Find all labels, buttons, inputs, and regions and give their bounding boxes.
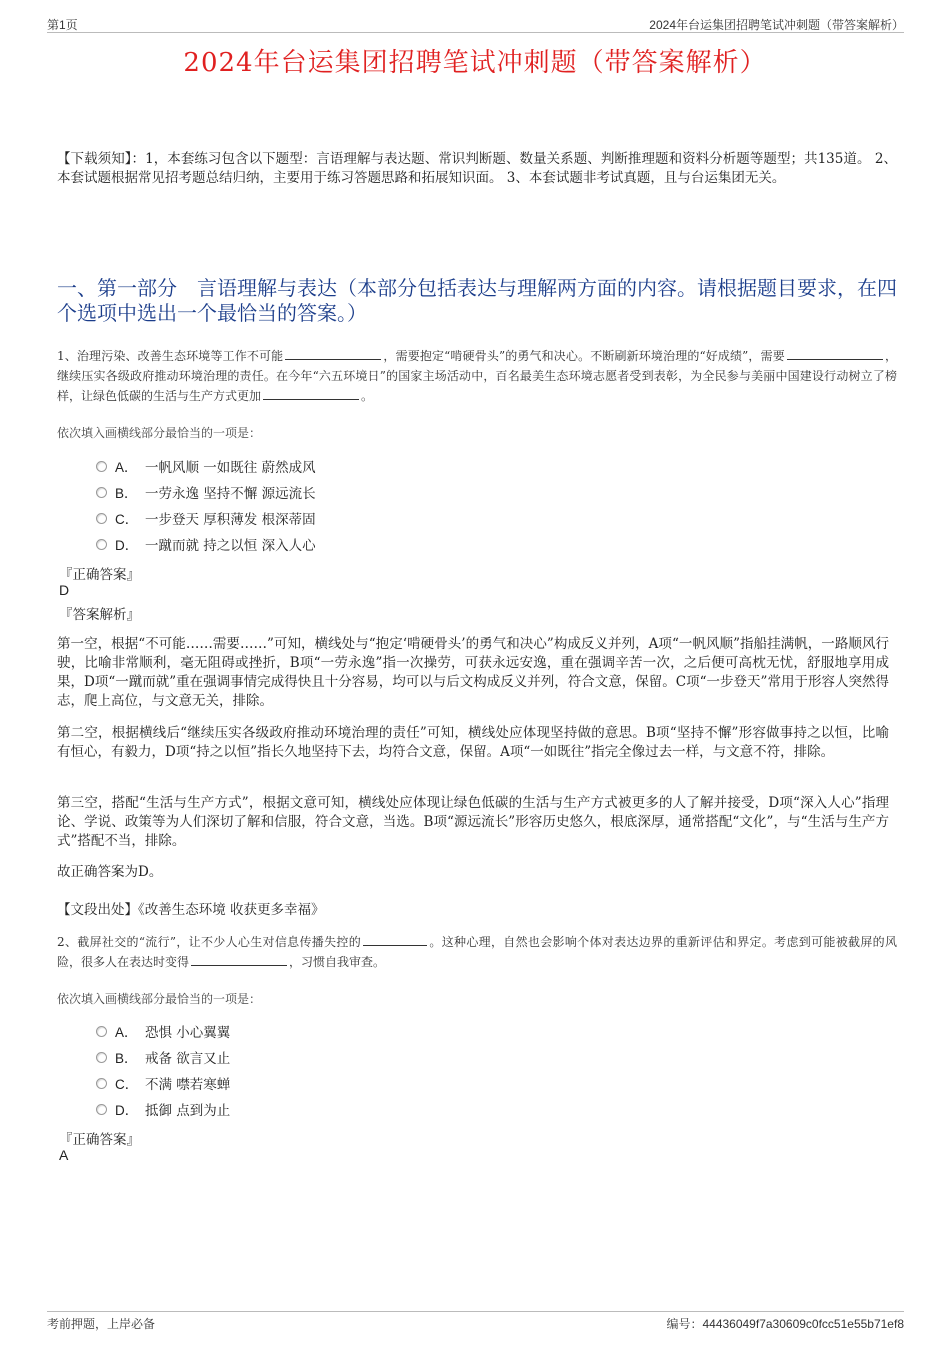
download-notice: 【下载须知】：1，本套练习包含以下题型：言语理解与表达题、常识判断题、数量关系题、判断推理题和资料分析题等题型；共135道。 2、本套试题根据常见招考题总结归纳，主要用于练习答题思路和拓展知识面。 3、本套试题非考试真题，且与台运集团无关。 [57,151,897,186]
option-d[interactable]: D． 抵御 点到为止 [96,1096,230,1122]
question-2-text [57,932,897,972]
correct-answer: A [59,1147,69,1163]
question-1-instruction: 依次填入画横线部分最恰当的一项是： [57,426,262,440]
question-2-part-1: 2、截屏社交的“流行”，让不少人心生对信息传播失控的 [57,935,362,949]
analysis-paragraph-3: 第三空，搭配“生活与生产方式”，根据文意可知，横线处应体现让绿色低碳的生活与生产方式被更多的人了解并接受，D项“深入人心”指理论、学说、政策等为人们深切了解和信服，符合文意，当选。B项“源远流长”形容历史悠久，根底深厚，通常搭配“文化”，与“生活与生产方式”搭配不当，排除。 [57,795,889,849]
question-1-text [57,346,897,406]
option-b[interactable]: B． 一劳永逸 坚持不懈 源远流长 [96,479,316,505]
question-1-part-1: 1、治理污染、改善生态环境等工作不可能 [57,349,284,363]
radio-icon[interactable] [96,487,107,498]
radio-icon[interactable] [96,1052,107,1063]
correct-answer-label: 『正确答案』 [59,1132,140,1148]
page-header [47,14,904,33]
blank-2 [787,347,883,360]
radio-icon[interactable] [96,1078,107,1089]
analysis-label: 『答案解析』 [59,607,140,623]
header-doc-title: 2024年台运集团招聘笔试冲刺题（带答案解析） [649,18,904,32]
option-c[interactable]: C． 不满 噤若寒蝉 [96,1070,230,1096]
correct-answer-label: 『正确答案』 [59,567,140,583]
option-c[interactable]: C． 一步登天 厚积薄发 根深蒂固 [96,505,316,531]
option-b[interactable]: B． 戒备 欲言又止 [96,1044,230,1070]
blank-1 [363,933,427,946]
question-1-options [96,453,316,557]
analysis-paragraph-2: 第二空，根据横线后“继续压实各级政府推动环境治理的责任”可知，横线处应体现坚持做的意思。B项“坚持不懈”形容做事持之以恒，比喻有恒心，有毅力，D项“持之以恒”指长久地坚持下去，均符合文意，保留。A项“一如既往”指完全像过去一样，与文意不符，排除。 [57,725,889,760]
question-2-options [96,1018,230,1122]
question-2-part-3: ，习惯自我审查。 [289,955,386,969]
option-a[interactable]: A． 一帆风顺 一如既往 蔚然成风 [96,453,316,479]
correct-answer: D [59,582,70,598]
page-footer [47,1311,904,1332]
source-reference: 【文段出处】《改善生态环境 收获更多幸福》 [57,902,325,918]
footer-serial: 编号：44436049f7a30609c0fcc51e55b71ef8 [666,1317,904,1331]
question-2-instruction: 依次填入画横线部分最恰当的一项是： [57,992,262,1006]
radio-icon[interactable] [96,1104,107,1115]
question-1-part-2: ，需要抱定“啃硬骨头”的勇气和决心。不断刷新环境治理的“好成绩”，需要 [383,349,785,363]
footer-slogan: 考前押题，上岸必备 [47,1317,156,1331]
radio-icon[interactable] [96,1026,107,1037]
blank-2 [191,953,287,966]
analysis-paragraph-1: 第一空，根据“不可能……需要……”可知，横线处与“抱定‘啃硬骨头’的勇气和决心”构成反义并列，A项“一帆风顺”指船挂满帆，一路顺风行驶，比喻非常顺利，毫无阻碍或挫折，B项“一劳永逸”指一次操劳，可获永远安逸，重在强调辛苦一次，之后便可高枕无忧，舒服地享用成果，D项“一蹴而就”重在强调事情完成得快且十分容易，均可以与后文构成反义并列，符合文意，保留。C项“一步登天”常用于形容人突然得志，爬上高位，与文意无关，排除。 [57,636,889,709]
radio-icon[interactable] [96,539,107,550]
document-title: 2024年台运集团招聘笔试冲刺题（带答案解析） [183,48,767,78]
option-a[interactable]: A． 恐惧 小心翼翼 [96,1018,230,1044]
radio-icon[interactable] [96,461,107,472]
option-d[interactable]: D． 一蹴而就 持之以恒 深入人心 [96,531,316,557]
question-1-part-4: 。 [361,389,374,403]
page-number: 第1页 [47,18,78,32]
question-1-part-3: ，继续压实各级政府推动环境治理的责任。在今年“六五环境日”的国家主场活动中，百名最美生态环境志愿者受到表彰，为全民参与美丽中国建设行动树立了榜样，让绿色低碳的生活与生产方式更加 [57,349,897,403]
analysis-paragraph-4: 故正确答案为D。 [57,864,163,880]
question-2-part-2: 。这种心理，自然也会影响个体对表达边界的重新评估和界定。考虑到可能被截屏的风险，很多人在表达时变得 [57,935,897,969]
radio-icon[interactable] [96,513,107,524]
blank-3 [263,387,359,400]
blank-1 [285,347,381,360]
section-title: 一、第一部分 言语理解与表达（本部分包括表达与理解两方面的内容。请根据题目要求，在四个选项中选出一个最恰当的答案。） [57,276,897,325]
